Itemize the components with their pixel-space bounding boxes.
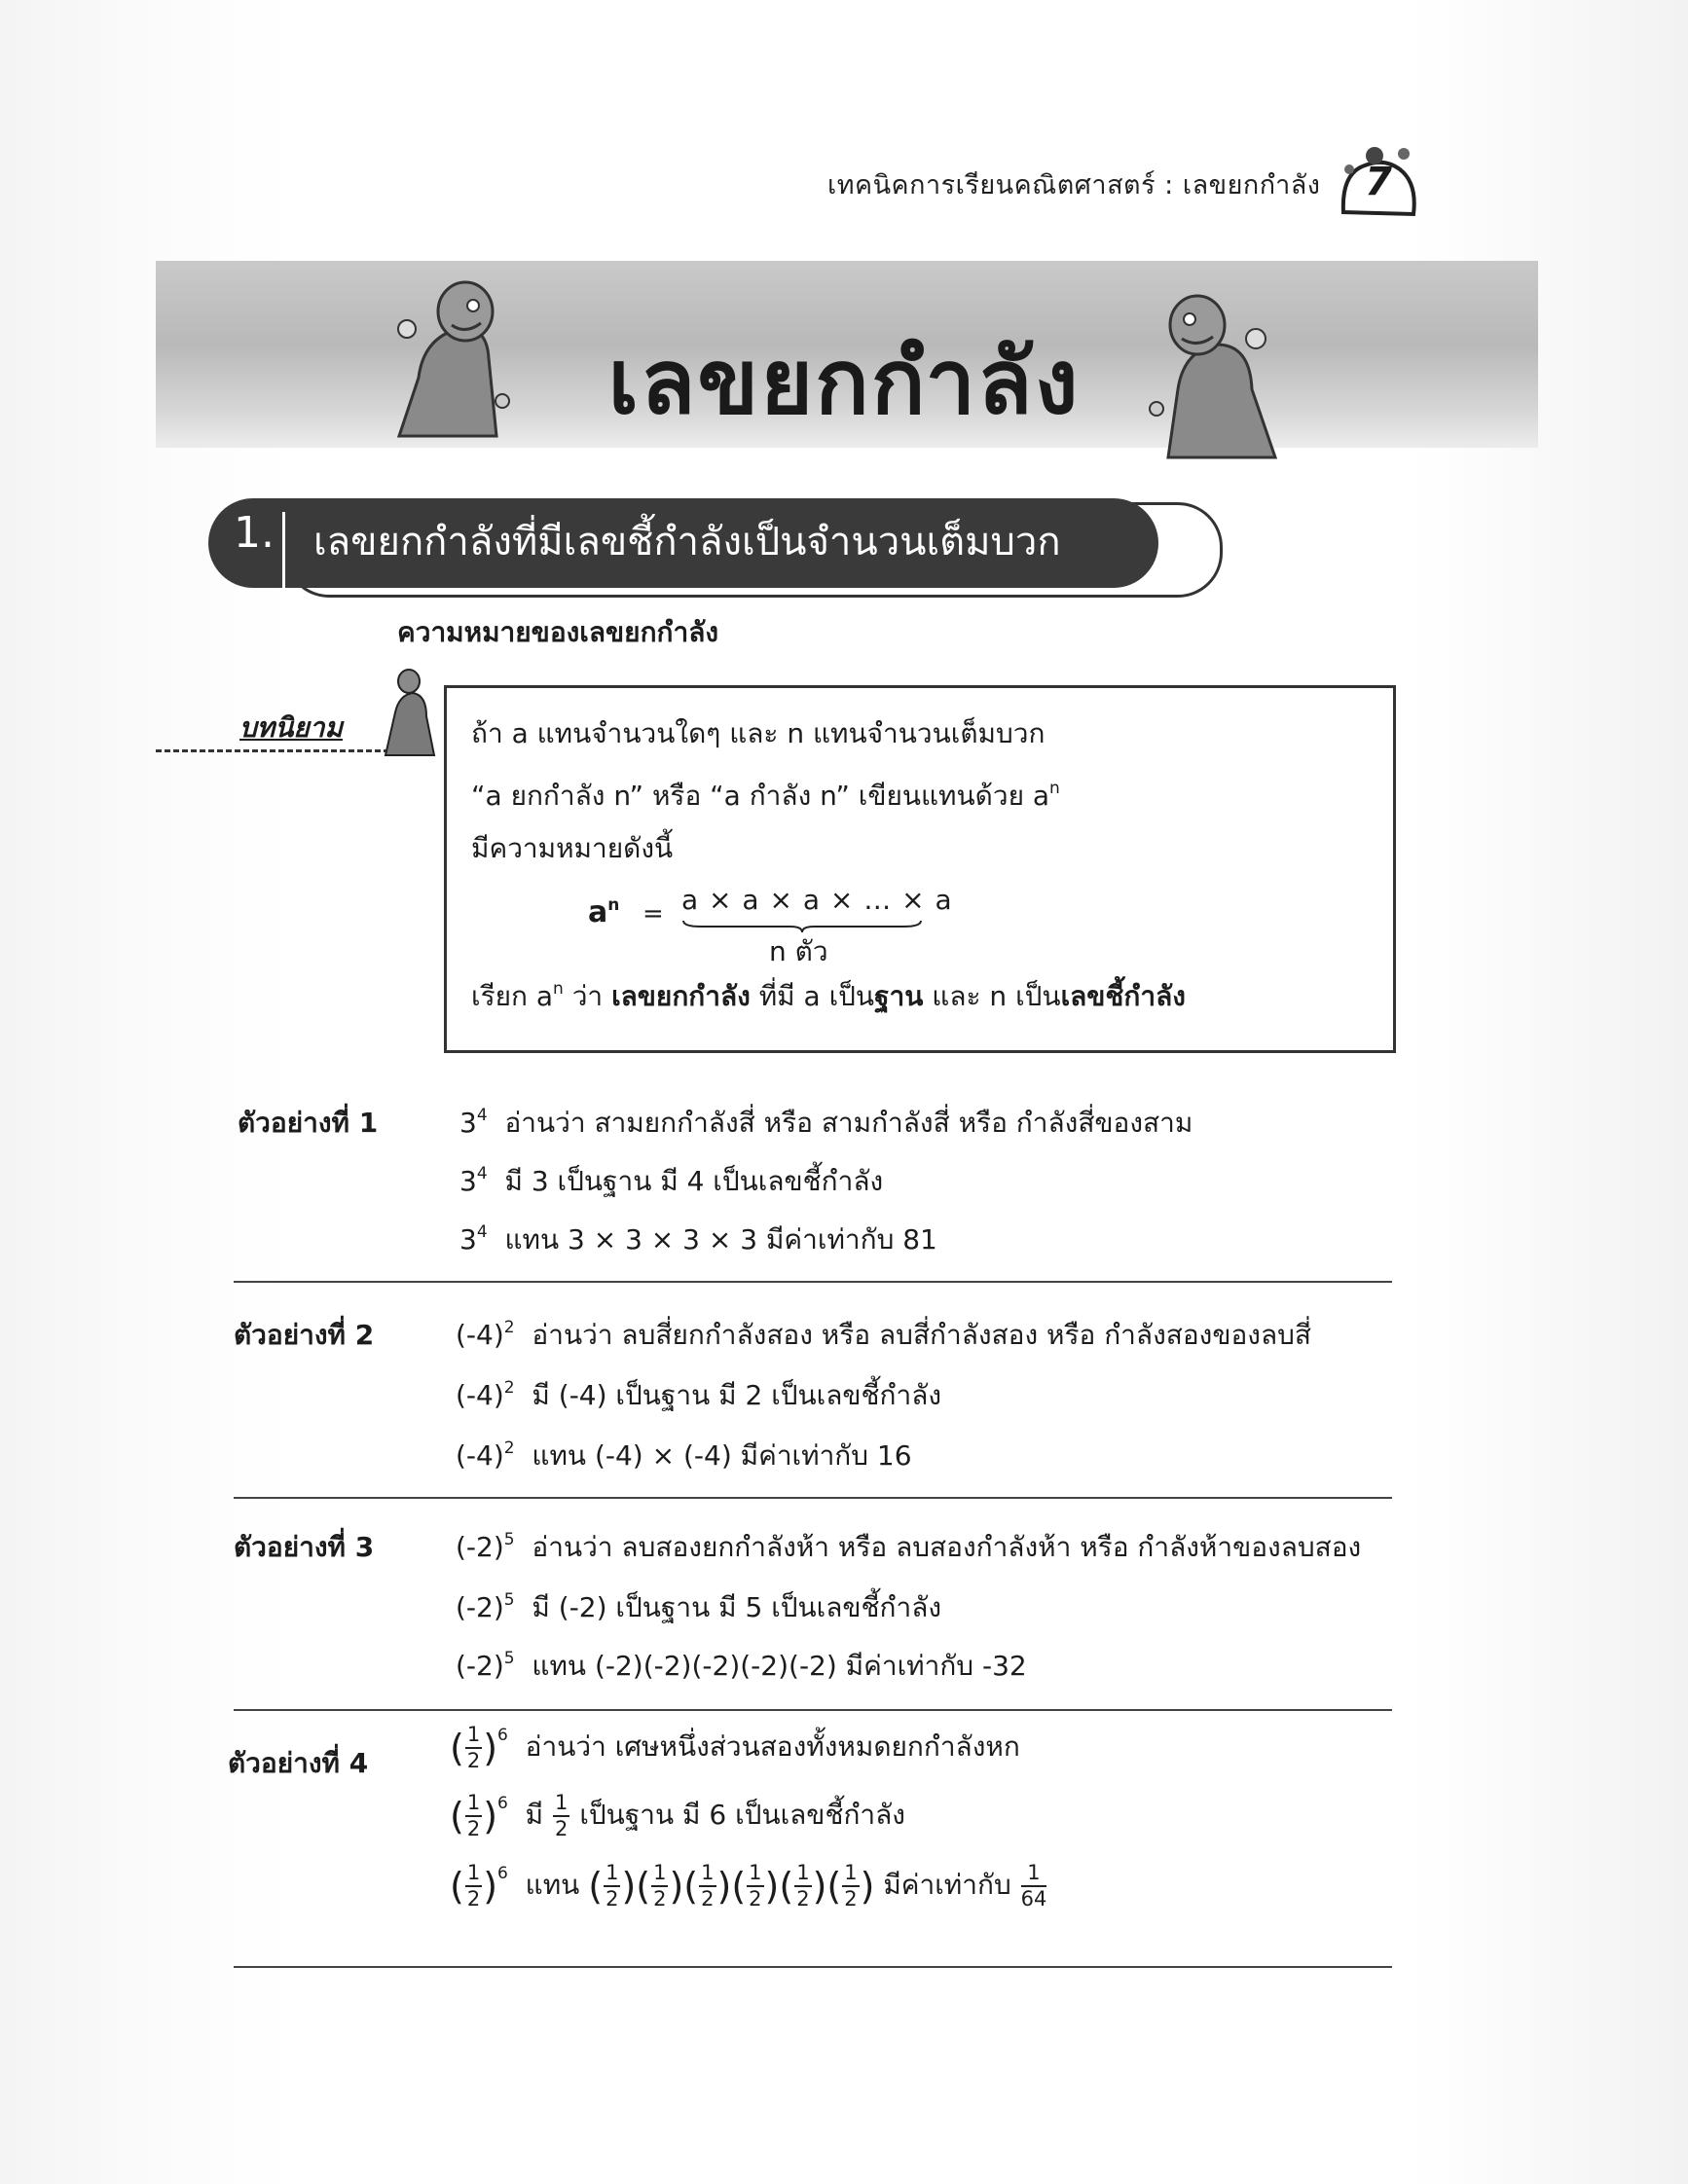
ex1-text3: แทน 3 × 3 × 3 × 3 มีค่าเท่ากับ 81	[504, 1223, 937, 1256]
definition-line-2-sup: n	[1049, 779, 1060, 798]
example-divider	[234, 1497, 1392, 1499]
ex3-base-2: (-2)	[456, 1591, 504, 1623]
ex1-base: 3	[459, 1107, 477, 1139]
ex2-text3: แทน (-4) × (-4) มีค่าเท่ากับ 16	[532, 1439, 912, 1472]
ex4-exp: 6	[497, 1794, 508, 1813]
def4-mid3: และ n เป็น	[923, 980, 1061, 1012]
ex4-factor-paren-open: (	[683, 1865, 699, 1908]
ex4-text2-pre: มี	[525, 1799, 544, 1831]
def4-term-base: ฐาน	[874, 980, 924, 1012]
ex4-factor-fraction	[699, 1863, 716, 1910]
example-2-line-2	[456, 1374, 941, 1417]
def4-term-exponent: เลขชี้กำลัง	[1060, 980, 1186, 1012]
ex4-result-fraction	[1021, 1863, 1047, 1910]
formula-count: n ตัว	[769, 935, 828, 967]
example-divider	[234, 1709, 1392, 1711]
ex4-factor-paren-open: (	[826, 1865, 842, 1908]
ex4-factor-paren-open: (	[636, 1865, 651, 1908]
example-2-label: ตัวอย่างที่ 2	[234, 1319, 375, 1351]
definition-dashed-line	[156, 749, 407, 752]
ex3-base: (-2)	[456, 1531, 504, 1563]
ex4-factor	[683, 1861, 732, 1911]
ex3-text3: แทน (-2)(-2)(-2)(-2)(-2) มีค่าเท่ากับ -32	[532, 1650, 1027, 1682]
example-4-label: ตัวอย่างที่ 4	[228, 1747, 369, 1779]
ex4-factor-paren-close: )	[621, 1865, 637, 1908]
example-1-label: ตัวอย่างที่ 1	[238, 1107, 379, 1139]
ex4-factor	[636, 1861, 684, 1911]
example-2-line-1	[456, 1314, 1311, 1357]
ex4-factor-paren-close: )	[812, 1865, 827, 1908]
example-2-line-3	[456, 1435, 912, 1477]
ex2-exp-3: 2	[503, 1438, 515, 1458]
ex2-exp-2: 2	[503, 1378, 515, 1398]
ex4-factor-num: 1	[842, 1863, 859, 1887]
ex4-factor-fraction	[842, 1863, 859, 1910]
definition-label: บทนิยาม	[239, 711, 343, 744]
chapter-title: เลขยกกำลัง	[607, 330, 1081, 434]
ex1-exp-2: 4	[476, 1164, 488, 1183]
ex4-factor-fraction	[604, 1863, 620, 1910]
ex4-factor-paren-open: (	[779, 1865, 794, 1908]
definition-line-3: มีความหมายดังนี้	[471, 832, 674, 864]
ex4-factor-den: 2	[653, 1887, 667, 1911]
ex4-factor-paren-close: )	[716, 1865, 732, 1908]
ex4-text1: อ่านว่า เศษหนึ่งส่วนสองทั้งหมดยกกำลังหก	[525, 1730, 1020, 1763]
ex4-factor-paren-open: (	[731, 1865, 747, 1908]
ex4-factor-fraction	[747, 1863, 763, 1910]
ex4-factor-num: 1	[651, 1863, 668, 1887]
ex4-frac-num: 1	[465, 1793, 482, 1817]
ex4-base-fraction	[465, 1725, 482, 1771]
ex4-factor-product	[588, 1861, 875, 1911]
ex4-paren-open: (	[450, 1795, 464, 1838]
ex2-base-3: (-4)	[456, 1439, 504, 1472]
example-1-line-2	[459, 1160, 883, 1203]
def4-mid1: ว่า	[563, 980, 612, 1012]
ex1-text2: มี 3 เป็นฐาน มี 4 เป็นเลขชี้กำลัง	[504, 1165, 884, 1197]
ex1-text1: อ่านว่า สามยกกำลังสี่ หรือ สามกำลังสี่ หรือ กำลังสี่ของสาม	[504, 1107, 1193, 1139]
example-4-line-3	[450, 1863, 1047, 1910]
definition-line-2-text: “a ยกกำลัง n” หรือ “a กำลัง n” เขียนแทนด้วย a	[471, 780, 1050, 812]
ex1-exp: 4	[476, 1106, 488, 1125]
ex4-paren-open: (	[450, 1865, 464, 1908]
example-divider	[234, 1966, 1392, 1968]
formula-product: a × a × a × … × a	[681, 884, 953, 916]
example-4-line-2	[450, 1793, 905, 1839]
ex4-paren-close: )	[483, 1865, 498, 1908]
ex4-factor	[779, 1861, 827, 1911]
ex4-factor-den: 2	[844, 1887, 858, 1911]
ex4-factor	[588, 1861, 637, 1911]
ex4-text3-pre: แทน	[525, 1869, 580, 1901]
ex1-base-3: 3	[459, 1223, 477, 1256]
ex4-factor-den: 2	[749, 1887, 762, 1911]
ex4-factor-paren-close: )	[669, 1865, 684, 1908]
ex3-base-3: (-2)	[456, 1650, 504, 1682]
ex4-text3-post: มีค่าเท่ากับ	[883, 1869, 1011, 1901]
def4-sup: n	[553, 979, 564, 999]
ex4-factor-fraction	[651, 1863, 668, 1910]
section-number: 1.	[234, 508, 275, 558]
ex4-result-den: 64	[1020, 1887, 1047, 1911]
example-divider	[234, 1281, 1392, 1283]
ex2-base: (-4)	[456, 1319, 504, 1351]
example-1-line-1	[459, 1102, 1193, 1145]
ex4-frac-den: 2	[466, 1817, 481, 1840]
ex3-text1: อ่านว่า ลบสองยกกำลังห้า หรือ ลบสองกำลังห้า หรือ กำลังห้าของลบสอง	[532, 1531, 1362, 1563]
ex4-exp: 6	[497, 1726, 508, 1745]
ex4-factor-den: 2	[701, 1887, 715, 1911]
ex4-frac-num: 1	[465, 1725, 482, 1749]
ex4-factor	[826, 1861, 875, 1911]
ex4-frac-num: 1	[553, 1793, 569, 1817]
example-4-line-1	[450, 1725, 1020, 1771]
definition-line-2	[471, 775, 1060, 818]
ex4-inline-fraction	[553, 1793, 569, 1839]
ex4-factor-num: 1	[699, 1863, 716, 1887]
ex2-text2: มี (-4) เป็นฐาน มี 2 เป็นเลขชี้กำลัง	[532, 1379, 942, 1411]
ex4-frac-den: 2	[555, 1817, 569, 1840]
ex2-exp: 2	[503, 1318, 515, 1337]
ex4-frac-num: 1	[465, 1863, 482, 1887]
page-number: 7	[1365, 160, 1392, 204]
subheading: ความหมายของเลขยกกำลัง	[397, 616, 719, 648]
ex4-exp: 6	[497, 1864, 508, 1883]
ex4-base-fraction	[465, 1793, 482, 1839]
ex3-text2: มี (-2) เป็นฐาน มี 5 เป็นเลขชี้กำลัง	[532, 1591, 942, 1623]
ex1-exp-3: 4	[476, 1222, 488, 1242]
ex4-factor-den: 2	[605, 1887, 619, 1911]
ex4-paren-open: (	[450, 1727, 464, 1769]
page-number-badge	[1336, 144, 1421, 222]
ex3-exp-2: 5	[503, 1590, 515, 1610]
section-title: เลขยกกำลังที่มีเลขชี้กำลังเป็นจำนวนเต็มบวก	[313, 520, 1061, 564]
def4-pre: เรียก a	[471, 980, 554, 1012]
example-1-line-3	[459, 1219, 937, 1261]
ex4-factor	[731, 1861, 780, 1911]
running-header: เทคนิคการเรียนคณิตศาสตร์ : เลขยกกำลัง	[827, 170, 1321, 200]
ex4-factor-num: 1	[794, 1863, 811, 1887]
definition-mascot-icon	[382, 668, 438, 757]
formula-exp: n	[607, 895, 620, 915]
ex4-frac-den: 2	[466, 1887, 481, 1911]
definition-line-4	[471, 975, 1186, 1018]
ex4-factor-fraction	[794, 1863, 811, 1910]
formula-lhs	[588, 895, 619, 929]
ex2-text1: อ่านว่า ลบสี่ยกกำลังสอง หรือ ลบสี่กำลังสอง หรือ กำลังสองของลบสี่	[532, 1319, 1311, 1351]
ex3-exp-3: 5	[503, 1649, 515, 1668]
ex4-factor-paren-close: )	[860, 1865, 875, 1908]
ex4-frac-den: 2	[466, 1749, 481, 1772]
ex4-base-fraction	[465, 1863, 482, 1910]
ex4-result-num: 1	[1021, 1863, 1047, 1887]
ex4-factor-paren-close: )	[764, 1865, 780, 1908]
ex1-base-2: 3	[459, 1165, 477, 1197]
ex4-text2-post: เป็นฐาน มี 6 เป็นเลขชี้กำลัง	[579, 1799, 905, 1831]
def4-term-power: เลขยกกำลัง	[611, 980, 751, 1012]
def4-mid2: ที่มี a เป็น	[750, 980, 875, 1012]
example-3-line-2	[456, 1586, 941, 1629]
example-3-line-3	[456, 1645, 1027, 1688]
section-divider	[282, 512, 285, 592]
example-3-label: ตัวอย่างที่ 3	[234, 1531, 375, 1563]
formula-base: a	[588, 895, 608, 929]
formula-equals: =	[642, 899, 664, 928]
example-3-line-1	[456, 1526, 1361, 1569]
ex2-base-2: (-4)	[456, 1379, 504, 1411]
ex4-paren-close: )	[483, 1795, 498, 1838]
ex4-factor-den: 2	[796, 1887, 810, 1911]
ex4-factor-num: 1	[604, 1863, 620, 1887]
ex4-factor-paren-open: (	[588, 1865, 604, 1908]
ex3-exp: 5	[503, 1530, 515, 1549]
definition-line-1: ถ้า a แทนจำนวนใดๆ และ n แทนจำนวนเต็มบวก	[471, 717, 1046, 749]
ex4-paren-close: )	[483, 1727, 498, 1769]
ex4-factor-num: 1	[747, 1863, 763, 1887]
